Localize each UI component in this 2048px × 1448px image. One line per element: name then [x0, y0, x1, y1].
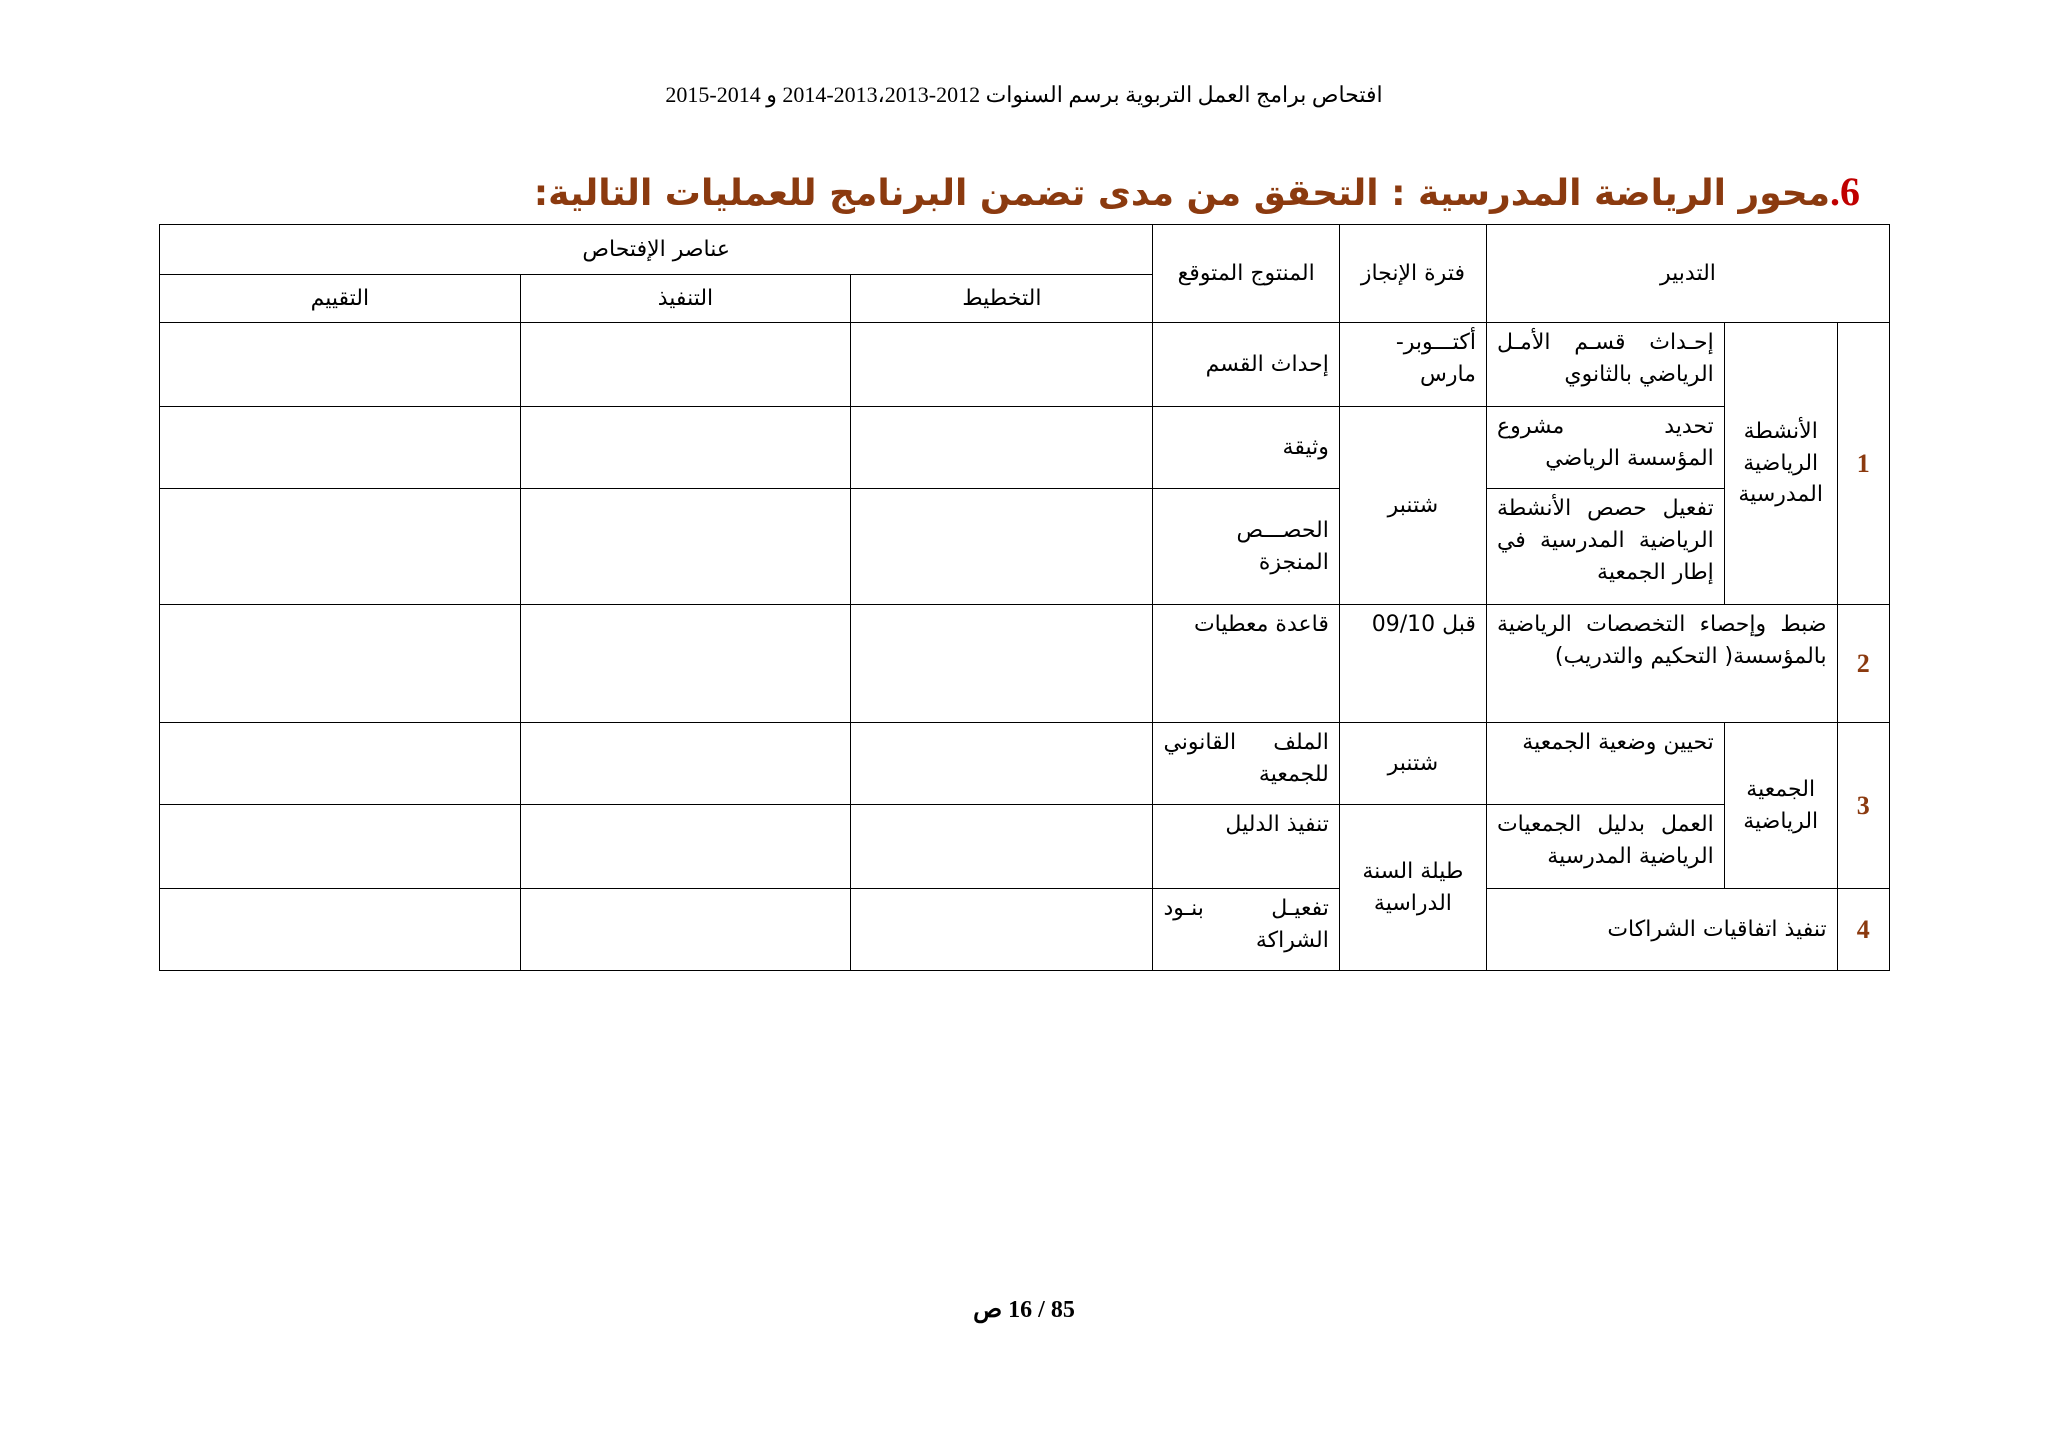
- page-number: 85 / 16 ص: [973, 1297, 1075, 1323]
- header-audit-elements: عناصر الإفتحاص: [160, 225, 1153, 275]
- measure-cell: ضبط وإحصاء التخصصات الرياضية بالمؤسسة( التحكيم والتدريب): [1486, 605, 1837, 723]
- header-product: المنتوج المتوقع: [1153, 225, 1339, 323]
- implementation-cell: [520, 323, 850, 407]
- header-implementation: التنفيذ: [520, 275, 850, 323]
- implementation-cell: [520, 889, 850, 971]
- product-cell: الحصـــص المنجزة: [1153, 489, 1339, 605]
- period-cell: شتنبر: [1339, 723, 1486, 805]
- table-row: [160, 489, 1890, 605]
- implementation-cell: [520, 489, 850, 605]
- period-cell: شتنبر: [1339, 407, 1486, 605]
- row-number: 3: [1837, 723, 1889, 889]
- evaluation-cell: [160, 723, 521, 805]
- evaluation-cell: [160, 489, 521, 605]
- measure-cell: تنفيذ اتفاقيات الشراكات: [1486, 889, 1837, 971]
- row-number: 4: [1837, 889, 1889, 971]
- table-row: [160, 805, 1890, 889]
- header-evaluation: التقييم: [160, 275, 521, 323]
- evaluation-cell: [160, 323, 521, 407]
- product-cell: إحداث القسم: [1153, 323, 1339, 407]
- planning-cell: [851, 489, 1153, 605]
- measure-cell: تفعيل حصص الأنشطة الرياضية المدرسية في إطار الجمعية: [1486, 489, 1724, 605]
- table-row: [160, 889, 1890, 971]
- row-number: 2: [1837, 605, 1889, 723]
- table-row: [160, 407, 1890, 489]
- evaluation-cell: [160, 805, 521, 889]
- audit-table: [159, 224, 1890, 971]
- product-cell: قاعدة معطيات: [1153, 605, 1339, 723]
- table-row: [160, 605, 1890, 723]
- evaluation-cell: [160, 407, 521, 489]
- header-measure: التدبير: [1486, 225, 1889, 323]
- planning-cell: [851, 407, 1153, 489]
- section-title-text: محور الرياضة المدرسية : التحقق من مدى تضمن البرنامج للعمليات التالية:: [533, 173, 1830, 214]
- product-cell: الملف القانوني للجمعية: [1153, 723, 1339, 805]
- measure-cell: تحيين وضعية الجمعية: [1486, 723, 1724, 805]
- planning-cell: [851, 323, 1153, 407]
- planning-cell: [851, 889, 1153, 971]
- implementation-cell: [520, 605, 850, 723]
- planning-cell: [851, 723, 1153, 805]
- section-title: [534, 168, 1860, 215]
- planning-cell: [851, 805, 1153, 889]
- product-cell: تفعيـل بنـود الشراكة: [1153, 889, 1339, 971]
- product-cell: وثيقة: [1153, 407, 1339, 489]
- row-number: 1: [1837, 323, 1889, 605]
- measure-cell: إحـداث قسـم الأمـل الرياضي بالثانوي: [1486, 323, 1724, 407]
- implementation-cell: [520, 805, 850, 889]
- table-row: [160, 323, 1890, 407]
- page-header: افتحاص برامج العمل التربوية برسم السنوات 2012-2013،2013-2014 و 2014-2015: [665, 82, 1383, 107]
- period-cell: طيلة السنة الدراسية: [1339, 805, 1486, 971]
- group-label: الأنشطة الرياضية المدرسية: [1724, 323, 1837, 605]
- implementation-cell: [520, 723, 850, 805]
- period-cell: أكتـــوبر- مارس: [1339, 323, 1486, 407]
- evaluation-cell: [160, 605, 521, 723]
- group-label: الجمعية الرياضية: [1724, 723, 1837, 889]
- period-cell: قبل 09/10: [1339, 605, 1486, 723]
- measure-cell: تحديد مشروع المؤسسة الرياضي: [1486, 407, 1724, 489]
- table-row: [160, 723, 1890, 805]
- header-planning: التخطيط: [851, 275, 1153, 323]
- header-period: فترة الإنجاز: [1339, 225, 1486, 323]
- section-number: 6.: [1830, 169, 1860, 214]
- measure-cell: العمل بدليل الجمعيات الرياضية المدرسية: [1486, 805, 1724, 889]
- evaluation-cell: [160, 889, 521, 971]
- implementation-cell: [520, 407, 850, 489]
- product-cell: تنفيذ الدليل: [1153, 805, 1339, 889]
- planning-cell: [851, 605, 1153, 723]
